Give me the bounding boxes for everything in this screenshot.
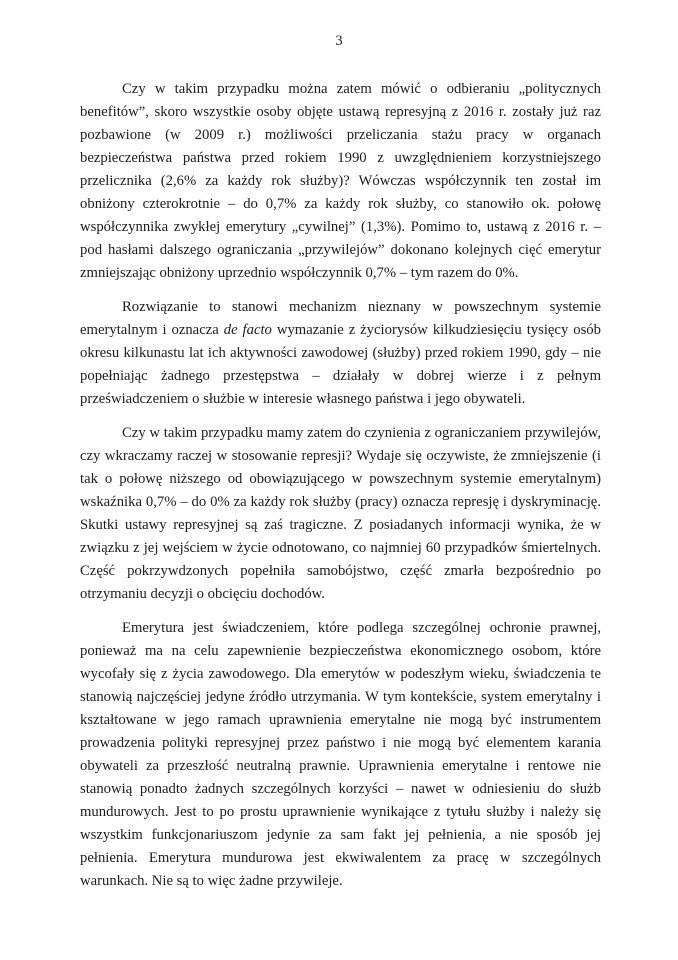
paragraph-2-latin-term: de facto — [223, 322, 272, 338]
paragraph-pension-protection: Emerytura jest świadczeniem, które podlega szczególnej ochronie prawnej, ponieważ ma na celu zapewnienie bezpieczeństwa ekonomicznego osobom, które wycofały się z życia zawodowego. Dla emerytów w podeszłym wieku, świadczenia te stanowią najczęściej jedyne źródło utrzymania. W tym kontekście, system emerytalny i kształtowane w jego ramach uprawnienia emerytalne nie mogą być instrumentem prowadzenia polityki represyjnej przez państwo i nie mogą być elementem karania obywateli za przeszłość neutralną prawnie. Uprawnienia emerytalne i rentowe nie stanowią ponadto żadnych szczególnych korzyści – nawet w odniesieniu do służb mundurowych. Jest to po prostu uprawnienie wynikające z tytułu służby i należy się wszystkim funkcjonariuszom jedynie za sam fakt jej pełnienia, a nie sposób jej pełnienia. Emerytura mundurowa jest ekwiwalentem za pracę w szczególnych warunkach. Nie są to więc żadne przywileje. — [80, 620, 601, 889]
paragraph-repression-question: Czy w takim przypadku mamy zatem do czynienia z ograniczaniem przywilejów, czy wkraczamy raczej w stosowanie represji? Wydaje się oczywiste, że zmniejszenie (i tak o połowę niższego od obowiązującego w powszechnym systemie emerytalnym) wskaźnika 0,7% – do 0% za każdy rok służby (pracy) oznacza represję i dyskryminację. Skutki ustawy represyjnej są zaś tragiczne. Z posiadanych informacji wynika, że w związku z jej wejściem w życie odnotowano, co najmniej 60 przypadków śmiertelnych. Część pokrzywdzonych popełniła samobójstwo, część zmarła bezpośrednio po otrzymaniu decyzji o obcięciu dochodów. — [80, 425, 601, 602]
document-body — [80, 78, 601, 893]
page-number: 3 — [335, 33, 343, 49]
paragraph-2-text-pre: Rozwiązanie to stanowi mechanizm nieznany w powszechnym systemie emerytalnym i oznacza — [80, 299, 601, 338]
paragraph-mechanism-unknown — [80, 296, 601, 411]
paragraph-2-text-post: wymazanie z życiorysów kilkudziesięciu tysięcy osób okresu kilkunastu lat ich aktywności zawodowej (służby) przed rokiem 1990, gdy – nie popełniając żadnego przestępstwa – działały w dobrej wierze i z pełnym przeświadczeniem o służbie w interesie własnego państwa i jego obywateli. — [80, 322, 601, 407]
paragraph-political-benefits: Czy w takim przypadku można zatem mówić o odbieraniu „politycznych benefitów”, skoro wszystkie osoby objęte ustawą represyjną z 2016 r. zostały już raz pozbawione (w 2009 r.) możliwości przeliczania stażu pracy w organach bezpieczeństwa państwa przed rokiem 1990 z uwzględnieniem korzystniejszego przelicznika (2,6% za każdy rok służby)? Wówczas współczynnik ten został im obniżony czterokrotnie – do 0,7% za każdy rok służby, co stanowiło ok. połowę współczynnika zwykłej emerytury „cywilnej” (1,3%). Pomimo to, ustawą z 2016 r. – pod hasłami dalszego ograniczania „przywilejów” dokonano kolejnych cięć emerytur zmniejszając obniżony uprzednio współczynnik 0,7% – tym razem do 0%. — [80, 81, 601, 281]
